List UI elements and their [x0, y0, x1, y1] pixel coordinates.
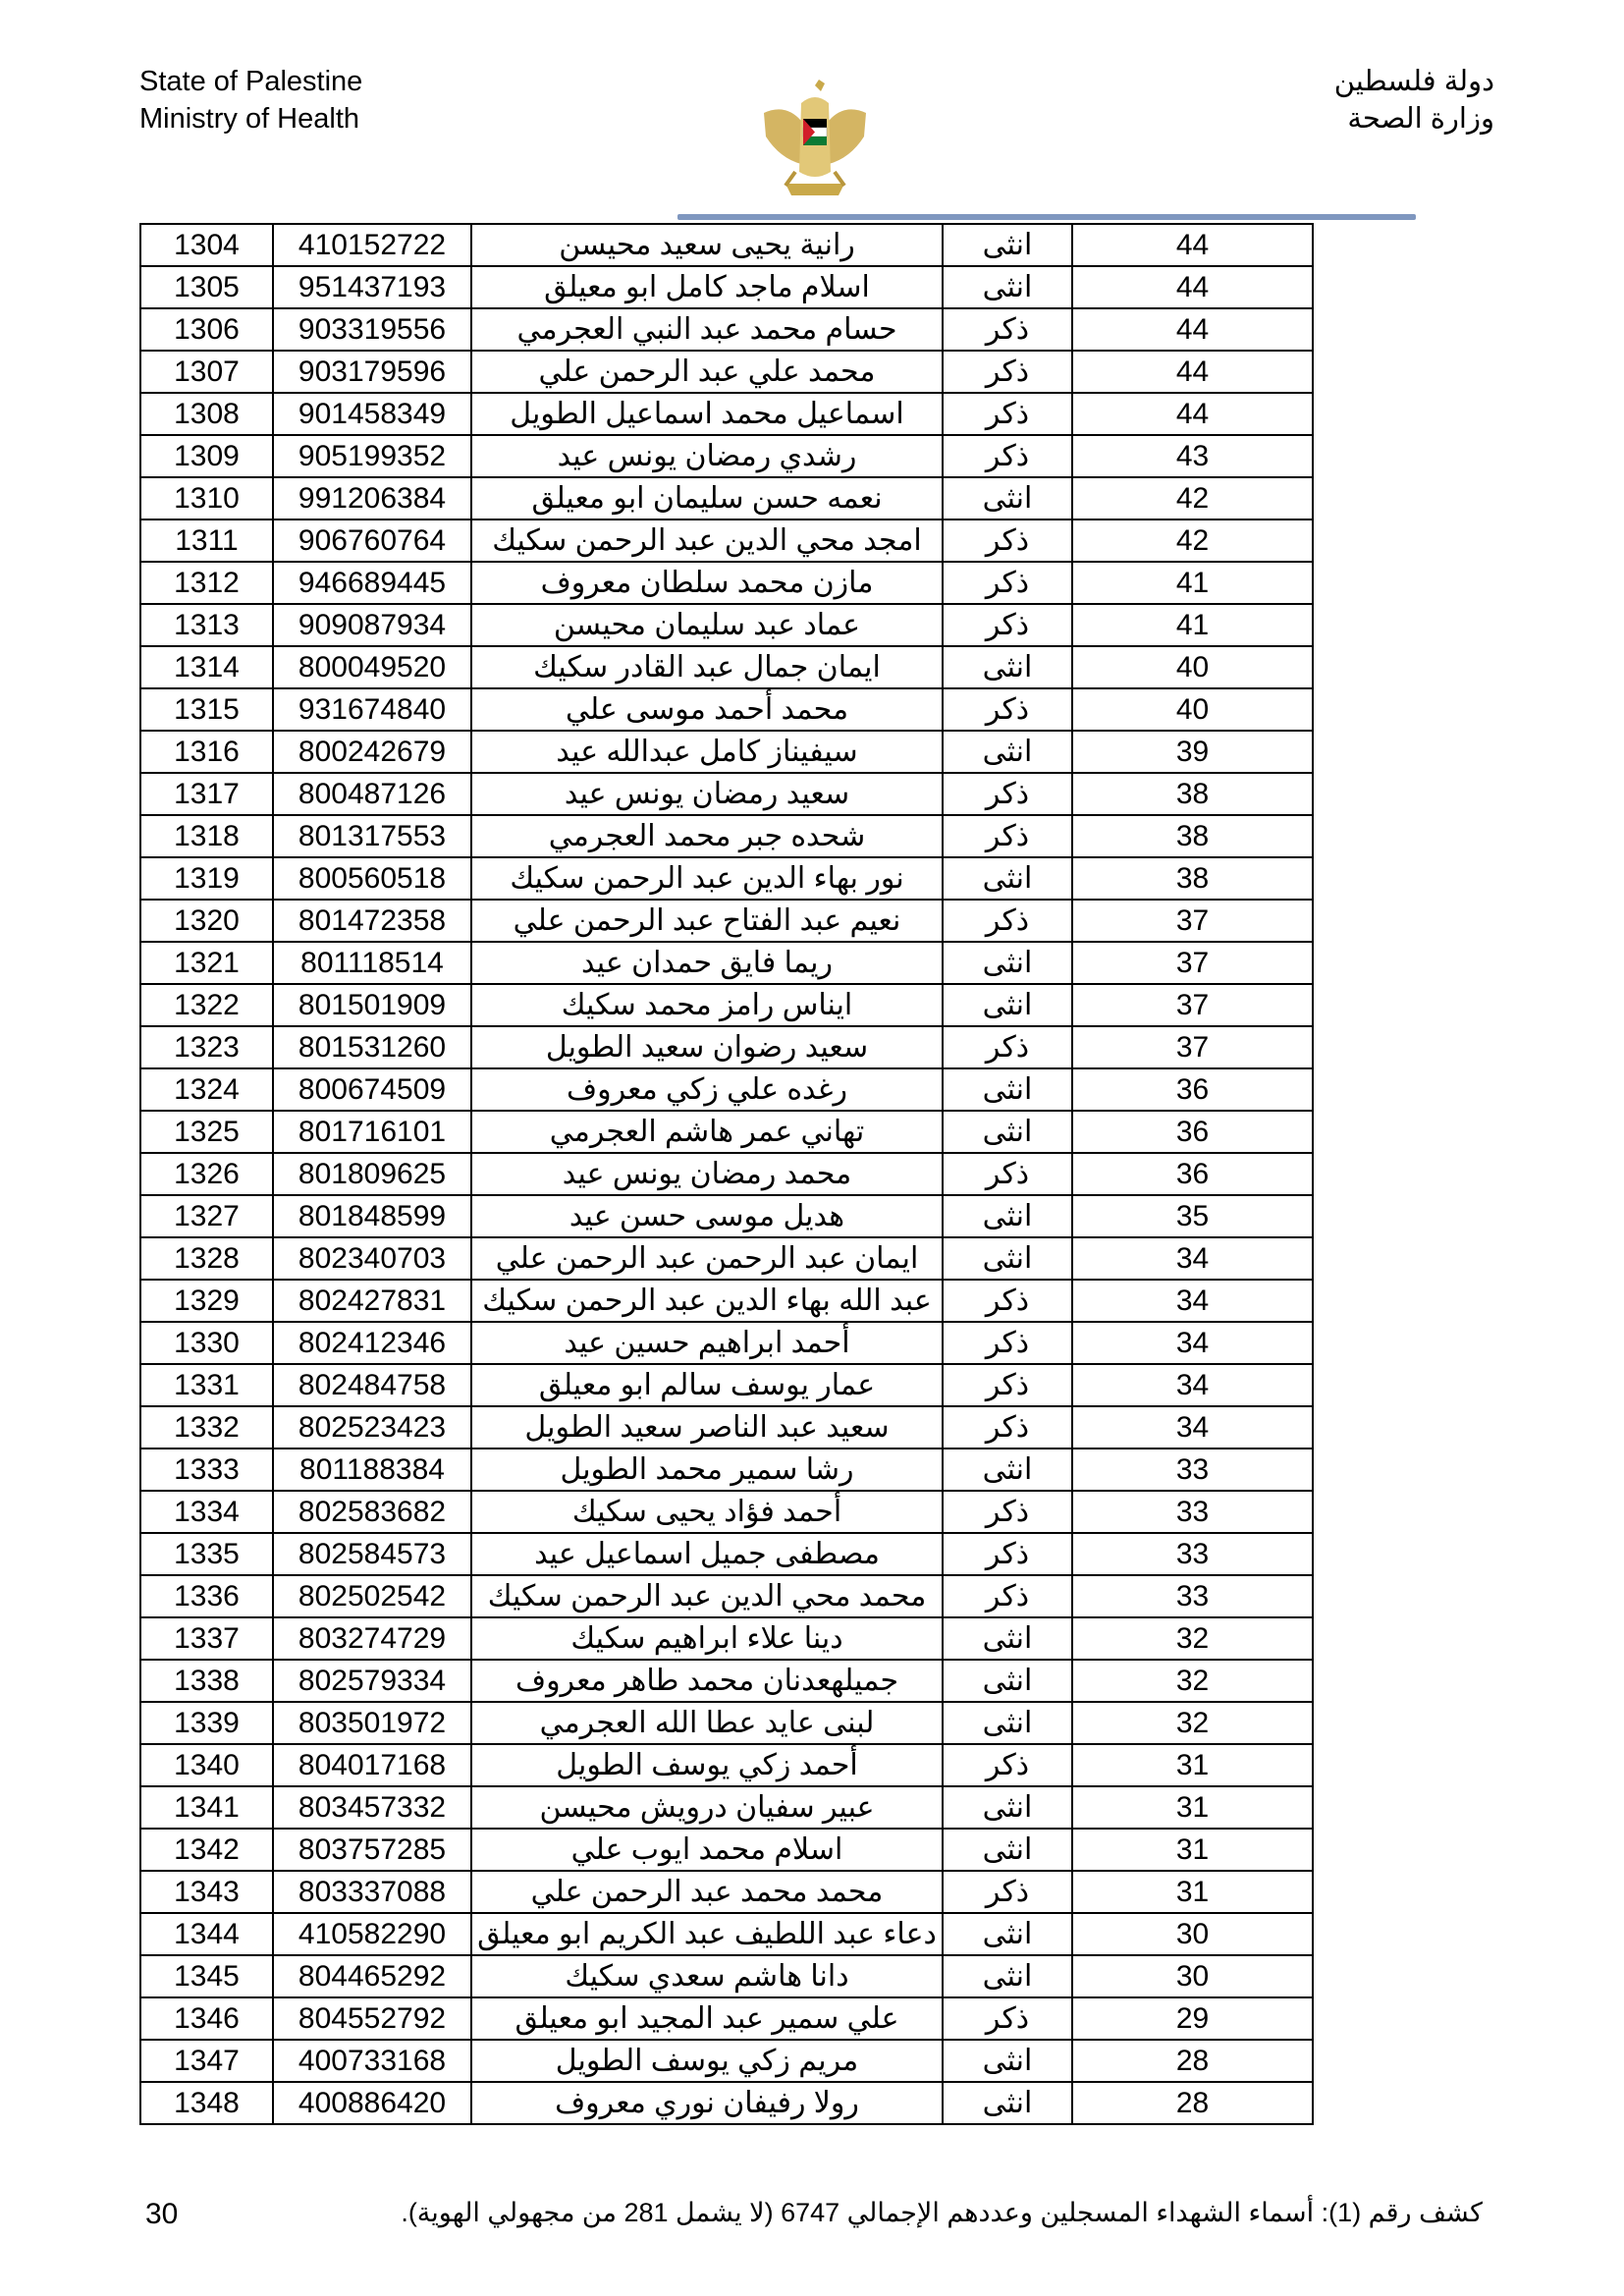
id-cell: 803274729 — [273, 1617, 471, 1660]
sex-cell: ذكر — [943, 435, 1072, 477]
seq-cell: 1329 — [140, 1280, 273, 1322]
table-row — [140, 1533, 1313, 1575]
id-cell: 802583682 — [273, 1491, 471, 1533]
name-cell: رولا رفيفان نوري معروف — [471, 2082, 943, 2124]
id-cell: 803757285 — [273, 1829, 471, 1871]
seq-cell: 1331 — [140, 1364, 273, 1406]
table-row — [140, 604, 1313, 646]
age-cell: 42 — [1072, 477, 1313, 519]
seq-cell: 1343 — [140, 1871, 273, 1913]
table-row — [140, 1617, 1313, 1660]
id-cell: 903319556 — [273, 308, 471, 351]
id-cell: 410582290 — [273, 1913, 471, 1955]
id-cell: 804465292 — [273, 1955, 471, 1997]
seq-cell: 1320 — [140, 900, 273, 942]
seq-cell: 1311 — [140, 519, 273, 562]
sex-cell: انثى — [943, 857, 1072, 900]
sex-cell: انثى — [943, 1449, 1072, 1491]
name-cell: تهاني عمر هاشم العجرمي — [471, 1111, 943, 1153]
seq-cell: 1340 — [140, 1744, 273, 1786]
table-row — [140, 1660, 1313, 1702]
name-cell: امجد محي الدين عبد الرحمن سكيك — [471, 519, 943, 562]
seq-cell: 1347 — [140, 2040, 273, 2082]
table-row — [140, 266, 1313, 308]
name-cell: سعيد رمضان يونس عيد — [471, 773, 943, 815]
name-cell: هديل موسى حسن عيد — [471, 1195, 943, 1237]
name-cell: محمد رمضان يونس عيد — [471, 1153, 943, 1195]
seq-cell: 1334 — [140, 1491, 273, 1533]
name-cell: لبنى عايد عطا الله العجرمي — [471, 1702, 943, 1744]
id-cell: 802579334 — [273, 1660, 471, 1702]
table-row — [140, 646, 1313, 688]
name-cell: دينا علاء ابراهيم سكيك — [471, 1617, 943, 1660]
table-row — [140, 2040, 1313, 2082]
sex-cell: ذكر — [943, 1744, 1072, 1786]
name-cell: سيفيناز كامل عبدالله عيد — [471, 731, 943, 773]
name-cell: رغده علي زكي معروف — [471, 1068, 943, 1111]
table-row — [140, 435, 1313, 477]
age-cell: 36 — [1072, 1068, 1313, 1111]
sex-cell: ذكر — [943, 773, 1072, 815]
table-row — [140, 1997, 1313, 2040]
name-cell: أحمد ابراهيم حسين عيد — [471, 1322, 943, 1364]
age-cell: 31 — [1072, 1871, 1313, 1913]
age-cell: 34 — [1072, 1322, 1313, 1364]
name-cell: محمد أحمد موسى علي — [471, 688, 943, 731]
age-cell: 33 — [1072, 1575, 1313, 1617]
martyrs-table — [139, 223, 1314, 2125]
age-cell: 34 — [1072, 1237, 1313, 1280]
footer-caption: كشف رقم (1): أسماء الشهداء المسجلين وعددهم الإجمالي 6747 (لا يشمل 281 من مجهولي الهوية). — [401, 2198, 1483, 2227]
palestine-eagle-emblem-icon — [756, 74, 874, 201]
id-cell: 801501909 — [273, 984, 471, 1026]
name-cell: سعيد عبد الناصر سعيد الطويل — [471, 1406, 943, 1449]
table-row — [140, 562, 1313, 604]
sex-cell: ذكر — [943, 1364, 1072, 1406]
id-cell: 801317553 — [273, 815, 471, 857]
age-cell: 36 — [1072, 1153, 1313, 1195]
table-row — [140, 815, 1313, 857]
name-cell: محمد علي عبد الرحمن علي — [471, 351, 943, 393]
header-ministry-ar: وزارة الصحة — [1347, 103, 1494, 135]
seq-cell: 1345 — [140, 1955, 273, 1997]
id-cell: 951437193 — [273, 266, 471, 308]
table-row — [140, 1068, 1313, 1111]
table-row — [140, 900, 1313, 942]
name-cell: مازن محمد سلطان معروف — [471, 562, 943, 604]
seq-cell: 1322 — [140, 984, 273, 1026]
seq-cell: 1304 — [140, 224, 273, 266]
seq-cell: 1321 — [140, 942, 273, 984]
table-row — [140, 1955, 1313, 1997]
seq-cell: 1333 — [140, 1449, 273, 1491]
id-cell: 801188384 — [273, 1449, 471, 1491]
table-row — [140, 1829, 1313, 1871]
header-right — [1334, 63, 1494, 137]
id-cell: 991206384 — [273, 477, 471, 519]
header-ministry-en: Ministry of Health — [139, 103, 360, 135]
sex-cell: ذكر — [943, 1491, 1072, 1533]
age-cell: 32 — [1072, 1617, 1313, 1660]
seq-cell: 1346 — [140, 1997, 273, 2040]
age-cell: 34 — [1072, 1280, 1313, 1322]
seq-cell: 1312 — [140, 562, 273, 604]
id-cell: 801531260 — [273, 1026, 471, 1068]
id-cell: 410152722 — [273, 224, 471, 266]
header-state-en: State of Palestine — [139, 66, 363, 97]
header-state-ar: دولة فلسطين — [1333, 66, 1494, 97]
sex-cell: انثى — [943, 984, 1072, 1026]
name-cell: جميلهعدنان محمد طاهر معروف — [471, 1660, 943, 1702]
name-cell: عبد الله بهاء الدين عبد الرحمن سكيك — [471, 1280, 943, 1322]
table-row — [140, 1871, 1313, 1913]
id-cell: 803457332 — [273, 1786, 471, 1829]
name-cell: نعيم عبد الفتاح عبد الرحمن علي — [471, 900, 943, 942]
age-cell: 30 — [1072, 1913, 1313, 1955]
id-cell: 800560518 — [273, 857, 471, 900]
age-cell: 44 — [1072, 393, 1313, 435]
sex-cell: انثى — [943, 266, 1072, 308]
id-cell: 909087934 — [273, 604, 471, 646]
name-cell: مريم زكي يوسف الطويل — [471, 2040, 943, 2082]
id-cell: 903179596 — [273, 351, 471, 393]
age-cell: 38 — [1072, 773, 1313, 815]
id-cell: 800049520 — [273, 646, 471, 688]
sex-cell: ذكر — [943, 1153, 1072, 1195]
header-left — [139, 63, 362, 137]
sex-cell: انثى — [943, 1786, 1072, 1829]
sex-cell: انثى — [943, 731, 1072, 773]
age-cell: 31 — [1072, 1829, 1313, 1871]
sex-cell: ذكر — [943, 1322, 1072, 1364]
age-cell: 41 — [1072, 562, 1313, 604]
name-cell: مصطفى جميل اسماعيل عيد — [471, 1533, 943, 1575]
table-row — [140, 731, 1313, 773]
name-cell: نور بهاء الدين عبد الرحمن سكيك — [471, 857, 943, 900]
id-cell: 801848599 — [273, 1195, 471, 1237]
name-cell: علي سمير عبد المجيد ابو معيلق — [471, 1997, 943, 2040]
name-cell: ايناس رامز محمد سكيك — [471, 984, 943, 1026]
header-divider — [677, 214, 1416, 220]
name-cell: محمد محمد عبد الرحمن علي — [471, 1871, 943, 1913]
seq-cell: 1316 — [140, 731, 273, 773]
table-row — [140, 1237, 1313, 1280]
name-cell: نعمه حسن سليمان ابو معيلق — [471, 477, 943, 519]
sex-cell: انثى — [943, 1702, 1072, 1744]
name-cell: سعيد رضوان سعيد الطويل — [471, 1026, 943, 1068]
table-row — [140, 477, 1313, 519]
seq-cell: 1317 — [140, 773, 273, 815]
age-cell: 42 — [1072, 519, 1313, 562]
sex-cell: انثى — [943, 1913, 1072, 1955]
seq-cell: 1310 — [140, 477, 273, 519]
sex-cell: انثى — [943, 224, 1072, 266]
age-cell: 33 — [1072, 1533, 1313, 1575]
seq-cell: 1335 — [140, 1533, 273, 1575]
id-cell: 802412346 — [273, 1322, 471, 1364]
age-cell: 44 — [1072, 308, 1313, 351]
id-cell: 802484758 — [273, 1364, 471, 1406]
sex-cell: ذكر — [943, 1575, 1072, 1617]
seq-cell: 1338 — [140, 1660, 273, 1702]
seq-cell: 1324 — [140, 1068, 273, 1111]
seq-cell: 1325 — [140, 1111, 273, 1153]
table-row — [140, 1280, 1313, 1322]
age-cell: 30 — [1072, 1955, 1313, 1997]
age-cell: 33 — [1072, 1491, 1313, 1533]
name-cell: رانية يحيى سعيد محيسن — [471, 224, 943, 266]
id-cell: 905199352 — [273, 435, 471, 477]
age-cell: 35 — [1072, 1195, 1313, 1237]
seq-cell: 1305 — [140, 266, 273, 308]
table-row — [140, 1195, 1313, 1237]
age-cell: 29 — [1072, 1997, 1313, 2040]
sex-cell: ذكر — [943, 688, 1072, 731]
sex-cell: انثى — [943, 1111, 1072, 1153]
id-cell: 801118514 — [273, 942, 471, 984]
table-row — [140, 688, 1313, 731]
id-cell: 800242679 — [273, 731, 471, 773]
id-cell: 804552792 — [273, 1997, 471, 2040]
age-cell: 28 — [1072, 2040, 1313, 2082]
name-cell: عبير سفيان درويش محيسن — [471, 1786, 943, 1829]
id-cell: 802584573 — [273, 1533, 471, 1575]
id-cell: 802523423 — [273, 1406, 471, 1449]
table-row — [140, 224, 1313, 266]
table-row — [140, 984, 1313, 1026]
name-cell: أحمد فؤاد يحيى سكيك — [471, 1491, 943, 1533]
age-cell: 32 — [1072, 1660, 1313, 1702]
name-cell: عماد عبد سليمان محيسن — [471, 604, 943, 646]
table-row — [140, 942, 1313, 984]
sex-cell: انثى — [943, 2040, 1072, 2082]
name-cell: حسام محمد عبد النبي العجرمي — [471, 308, 943, 351]
table-row — [140, 2082, 1313, 2124]
seq-cell: 1318 — [140, 815, 273, 857]
sex-cell: انثى — [943, 1617, 1072, 1660]
sex-cell: انثى — [943, 1068, 1072, 1111]
table-row — [140, 519, 1313, 562]
martyrs-table-body — [140, 224, 1313, 2124]
sex-cell: انثى — [943, 1829, 1072, 1871]
name-cell: دانا هاشم سعدي سكيك — [471, 1955, 943, 1997]
age-cell: 44 — [1072, 224, 1313, 266]
age-cell: 36 — [1072, 1111, 1313, 1153]
seq-cell: 1348 — [140, 2082, 273, 2124]
name-cell: رشدي رمضان يونس عيد — [471, 435, 943, 477]
seq-cell: 1339 — [140, 1702, 273, 1744]
age-cell: 33 — [1072, 1449, 1313, 1491]
age-cell: 32 — [1072, 1702, 1313, 1744]
seq-cell: 1328 — [140, 1237, 273, 1280]
table-row — [140, 1449, 1313, 1491]
age-cell: 40 — [1072, 688, 1313, 731]
name-cell: ريما فايق حمدان عيد — [471, 942, 943, 984]
table-row — [140, 857, 1313, 900]
age-cell: 43 — [1072, 435, 1313, 477]
table-row — [140, 1322, 1313, 1364]
age-cell: 37 — [1072, 984, 1313, 1026]
table-row — [140, 1702, 1313, 1744]
table-row — [140, 393, 1313, 435]
sex-cell: ذكر — [943, 351, 1072, 393]
age-cell: 44 — [1072, 266, 1313, 308]
seq-cell: 1314 — [140, 646, 273, 688]
seq-cell: 1342 — [140, 1829, 273, 1871]
sex-cell: ذكر — [943, 1026, 1072, 1068]
table-row — [140, 1491, 1313, 1533]
age-cell: 37 — [1072, 1026, 1313, 1068]
sex-cell: ذكر — [943, 1280, 1072, 1322]
age-cell: 34 — [1072, 1364, 1313, 1406]
seq-cell: 1330 — [140, 1322, 273, 1364]
sex-cell: انثى — [943, 1660, 1072, 1702]
table-row — [140, 773, 1313, 815]
age-cell: 37 — [1072, 900, 1313, 942]
name-cell: اسماعيل محمد اسماعيل الطويل — [471, 393, 943, 435]
age-cell: 38 — [1072, 815, 1313, 857]
id-cell: 800674509 — [273, 1068, 471, 1111]
table-row — [140, 351, 1313, 393]
name-cell: رشا سمير محمد الطويل — [471, 1449, 943, 1491]
sex-cell: ذكر — [943, 900, 1072, 942]
sex-cell: ذكر — [943, 393, 1072, 435]
name-cell: أحمد زكي يوسف الطويل — [471, 1744, 943, 1786]
id-cell: 802427831 — [273, 1280, 471, 1322]
age-cell: 39 — [1072, 731, 1313, 773]
sex-cell: ذكر — [943, 1997, 1072, 2040]
age-cell: 34 — [1072, 1406, 1313, 1449]
table-row — [140, 1406, 1313, 1449]
sex-cell: انثى — [943, 1955, 1072, 1997]
sex-cell: ذكر — [943, 604, 1072, 646]
sex-cell: ذكر — [943, 1871, 1072, 1913]
seq-cell: 1319 — [140, 857, 273, 900]
id-cell: 803501972 — [273, 1702, 471, 1744]
age-cell: 40 — [1072, 646, 1313, 688]
table-row — [140, 1744, 1313, 1786]
sex-cell: ذكر — [943, 519, 1072, 562]
name-cell: ايمان جمال عبد القادر سكيك — [471, 646, 943, 688]
age-cell: 44 — [1072, 351, 1313, 393]
id-cell: 802502542 — [273, 1575, 471, 1617]
seq-cell: 1309 — [140, 435, 273, 477]
id-cell: 906760764 — [273, 519, 471, 562]
age-cell: 38 — [1072, 857, 1313, 900]
name-cell: عمار يوسف سالم ابو معيلق — [471, 1364, 943, 1406]
age-cell: 28 — [1072, 2082, 1313, 2124]
sex-cell: ذكر — [943, 815, 1072, 857]
age-cell: 37 — [1072, 942, 1313, 984]
id-cell: 802340703 — [273, 1237, 471, 1280]
seq-cell: 1315 — [140, 688, 273, 731]
sex-cell: انثى — [943, 942, 1072, 984]
seq-cell: 1306 — [140, 308, 273, 351]
seq-cell: 1337 — [140, 1617, 273, 1660]
table-row — [140, 1913, 1313, 1955]
id-cell: 801809625 — [273, 1153, 471, 1195]
age-cell: 41 — [1072, 604, 1313, 646]
table-row — [140, 308, 1313, 351]
seq-cell: 1327 — [140, 1195, 273, 1237]
seq-cell: 1308 — [140, 393, 273, 435]
table-row — [140, 1575, 1313, 1617]
sex-cell: ذكر — [943, 1533, 1072, 1575]
sex-cell: ذكر — [943, 1406, 1072, 1449]
sex-cell: انثى — [943, 2082, 1072, 2124]
id-cell: 901458349 — [273, 393, 471, 435]
id-cell: 803337088 — [273, 1871, 471, 1913]
id-cell: 946689445 — [273, 562, 471, 604]
sex-cell: انثى — [943, 646, 1072, 688]
table-row — [140, 1153, 1313, 1195]
seq-cell: 1336 — [140, 1575, 273, 1617]
sex-cell: ذكر — [943, 562, 1072, 604]
sex-cell: انثى — [943, 1237, 1072, 1280]
name-cell: محمد محي الدين عبد الرحمن سكيك — [471, 1575, 943, 1617]
sex-cell: انثى — [943, 477, 1072, 519]
sex-cell: انثى — [943, 1195, 1072, 1237]
seq-cell: 1323 — [140, 1026, 273, 1068]
age-cell: 31 — [1072, 1786, 1313, 1829]
name-cell: ايمان عبد الرحمن عبد الرحمن علي — [471, 1237, 943, 1280]
id-cell: 804017168 — [273, 1744, 471, 1786]
id-cell: 801472358 — [273, 900, 471, 942]
page-number: 30 — [145, 2198, 179, 2230]
seq-cell: 1313 — [140, 604, 273, 646]
id-cell: 800487126 — [273, 773, 471, 815]
table-row — [140, 1786, 1313, 1829]
sex-cell: ذكر — [943, 308, 1072, 351]
seq-cell: 1307 — [140, 351, 273, 393]
id-cell: 400886420 — [273, 2082, 471, 2124]
table-row — [140, 1364, 1313, 1406]
table-row — [140, 1026, 1313, 1068]
table-row — [140, 1111, 1313, 1153]
seq-cell: 1326 — [140, 1153, 273, 1195]
name-cell: اسلام ماجد كامل ابو معيلق — [471, 266, 943, 308]
id-cell: 801716101 — [273, 1111, 471, 1153]
age-cell: 31 — [1072, 1744, 1313, 1786]
seq-cell: 1341 — [140, 1786, 273, 1829]
seq-cell: 1344 — [140, 1913, 273, 1955]
name-cell: اسلام محمد ايوب علي — [471, 1829, 943, 1871]
name-cell: دعاء عبد اللطيف عبد الكريم ابو معيلق — [471, 1913, 943, 1955]
seq-cell: 1332 — [140, 1406, 273, 1449]
name-cell: شحده جبر محمد العجرمي — [471, 815, 943, 857]
id-cell: 400733168 — [273, 2040, 471, 2082]
id-cell: 931674840 — [273, 688, 471, 731]
